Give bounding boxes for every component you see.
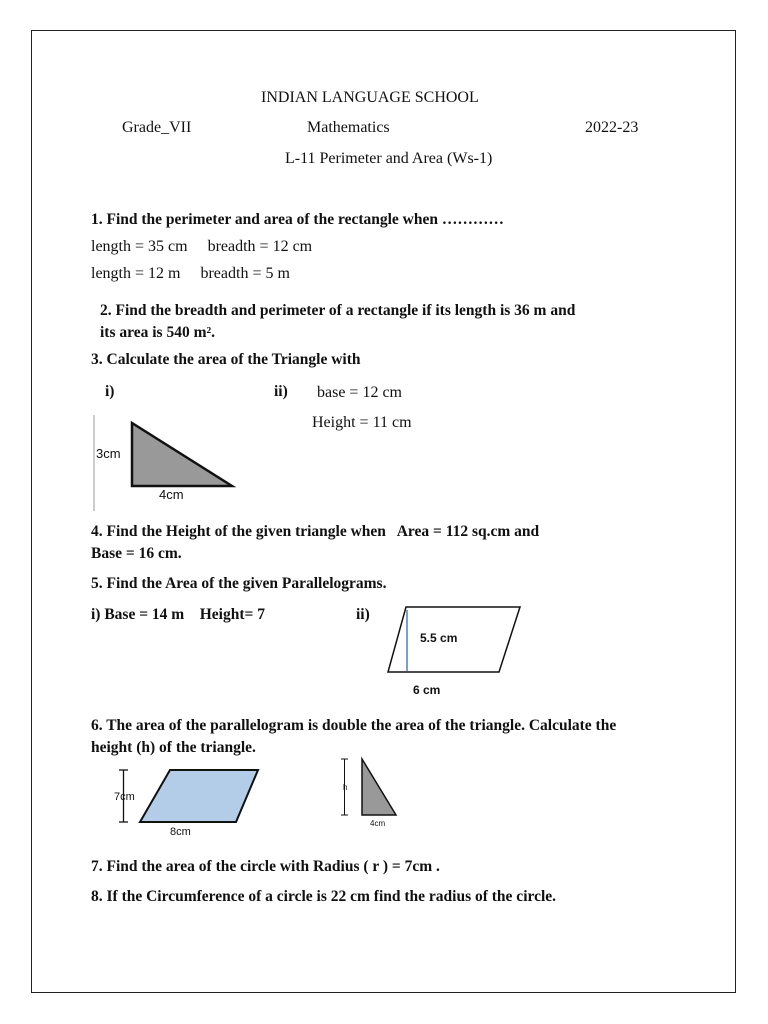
gray-triangle-height-label: h (343, 783, 348, 792)
triangle-height-label: 3cm (96, 446, 121, 461)
question-6-line-1: 6. The area of the parallelogram is double the area of the triangle. Calculate the (91, 717, 617, 734)
question-3-part-i: i) (105, 383, 115, 400)
blue-parallelogram-height-label: 7cm (114, 791, 135, 803)
question-3: 3. Calculate the area of the Triangle with (91, 351, 361, 368)
question-5-part-ii: ii) (356, 606, 370, 623)
parallelogram-base-label: 6 cm (413, 683, 441, 697)
question-3-part-ii: ii) (274, 383, 288, 400)
blue-parallelogram (140, 770, 258, 822)
subject: Mathematics (307, 119, 390, 136)
gray-triangle-base-label: 4cm (370, 819, 386, 828)
lesson-title: L-11 Perimeter and Area (Ws-1) (285, 150, 493, 167)
question-5-part-i: i) Base = 14 m Height= 7 (91, 606, 265, 623)
question-8: 8. If the Circumference of a circle is 22 cm find the radius of the circle. (91, 888, 557, 905)
academic-year: 2022-23 (585, 119, 639, 136)
parallelogram-height-label: 5.5 cm (420, 631, 458, 645)
question-2-line-2: its area is 540 m². (100, 324, 216, 341)
question-6-line-2: height (h) of the triangle. (91, 739, 256, 756)
question-3-base: base = 12 cm (317, 384, 402, 401)
blue-parallelogram-base-label: 8cm (170, 826, 191, 838)
question-5: 5. Find the Area of the given Parallelograms. (91, 575, 387, 592)
question-4-line-2: Base = 16 cm. (91, 545, 182, 562)
question-2-line-1: 2. Find the breadth and perimeter of a rectangle if its length is 36 m and (100, 302, 576, 319)
question-4-line-1: 4. Find the Height of the given triangle when Area = 112 sq.cm and (91, 523, 540, 540)
right-triangle (132, 423, 232, 486)
question-3-height: Height = 11 cm (312, 414, 412, 431)
question-1-case-b: length = 12 m breadth = 5 m (91, 265, 290, 282)
question-7: 7. Find the area of the circle with Radius ( r ) = 7cm . (91, 858, 440, 875)
question-1: 1. Find the perimeter and area of the rectangle when ………… (91, 211, 504, 228)
grade: Grade_VII (122, 119, 192, 136)
triangle-base-label: 4cm (159, 487, 184, 502)
school-name: INDIAN LANGUAGE SCHOOL (261, 89, 479, 106)
gray-triangle (362, 759, 396, 815)
question-1-case-a: length = 35 cm breadth = 12 cm (91, 238, 313, 255)
question-6-triangle-figure (338, 756, 408, 822)
